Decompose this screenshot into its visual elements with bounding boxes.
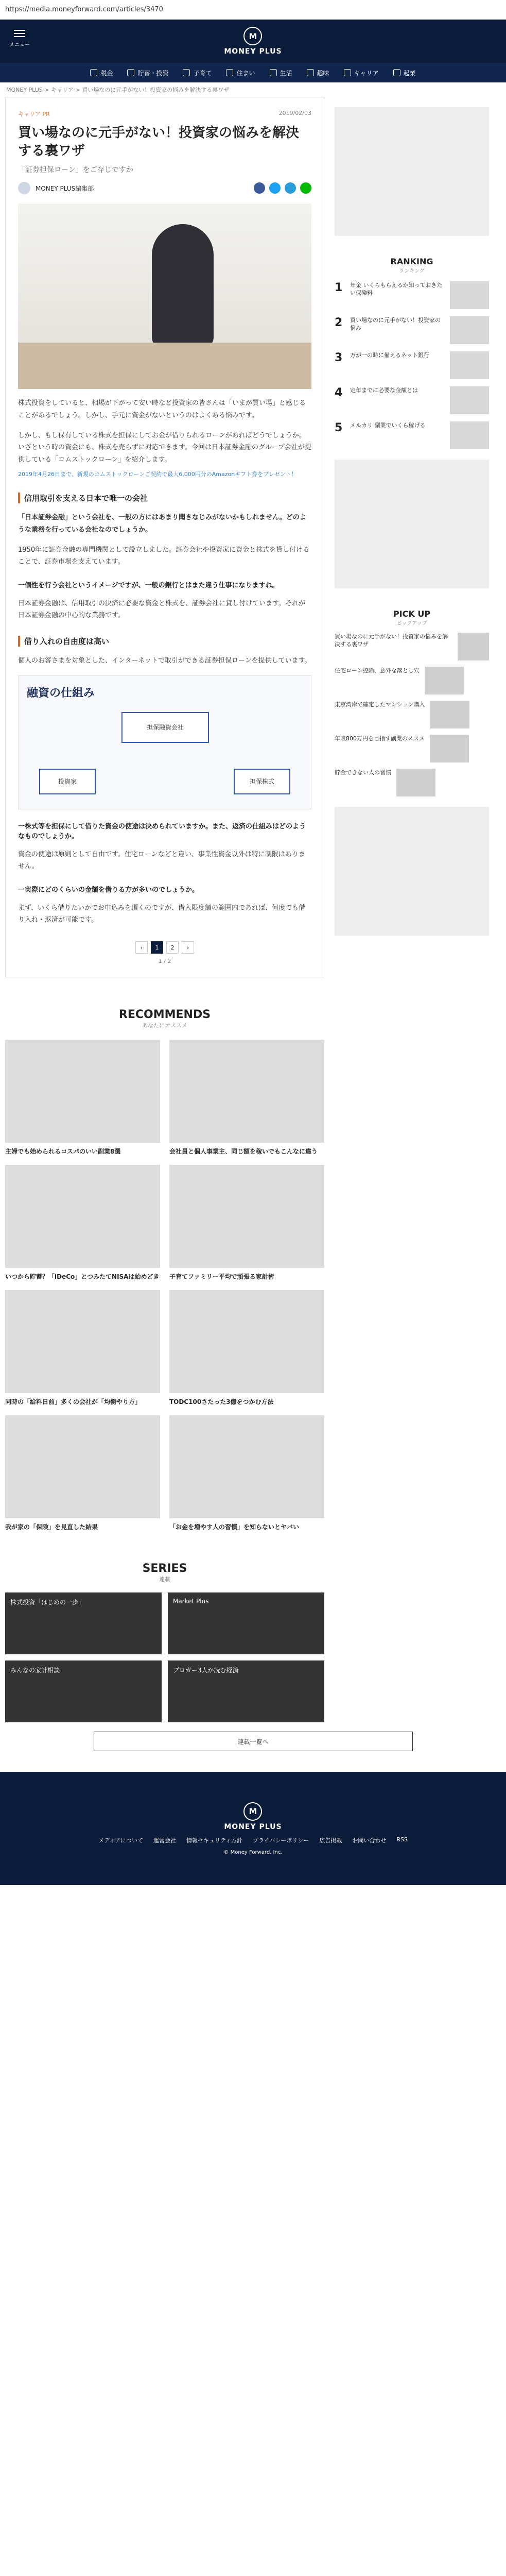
series-card[interactable] [5, 1592, 162, 1654]
series-more-label: 連載一覧へ [237, 1738, 269, 1745]
baby-icon [183, 69, 190, 76]
paragraph-strong: 「日本証券金融」という会社を、一般の方にはあまり聞きなじみがないかもしれません。どのような業務を行っている会社なのでしょうか。 [18, 514, 306, 534]
paragraph: 個人のお客さまを対象とした、インターネットで取引ができる証券担保ローンを提供しています。 [18, 657, 311, 665]
thumbnail [430, 701, 469, 728]
pickup-item[interactable] [335, 701, 489, 728]
pickup-item[interactable] [335, 667, 489, 694]
cart-icon [270, 69, 277, 76]
article-card [5, 97, 324, 977]
recommends-section [0, 1008, 506, 1531]
nav-label: 子育て [193, 69, 212, 77]
rank-title: 万が一の時に備えるネット銀行 [350, 352, 429, 359]
nav-item-startup[interactable] [393, 69, 416, 77]
category-nav [0, 63, 506, 82]
ad-slot[interactable] [335, 807, 489, 936]
nav-label: 貯蓄・投資 [137, 69, 169, 77]
publish-date: 2019/02/03 [278, 110, 311, 116]
ad-slot[interactable] [335, 107, 489, 236]
thumbnail [458, 633, 489, 660]
nav-label: 趣味 [317, 69, 329, 77]
author-bar [18, 182, 311, 194]
pickup-heading [335, 609, 489, 626]
diagram-title: 融資の仕組み [27, 686, 95, 700]
ad-slot[interactable] [335, 460, 489, 588]
nav-item-career[interactable] [344, 69, 379, 77]
thumbnail [169, 1415, 324, 1518]
diagram-right [234, 769, 290, 794]
series-card[interactable] [168, 1660, 324, 1722]
series-card[interactable] [5, 1660, 162, 1722]
pickup-title: 年収800万円を目指す副業のススメ [335, 735, 425, 742]
menu-label: メニュー [9, 42, 30, 48]
logo-icon: M [243, 27, 262, 45]
paragraph: 日本証券金融は、信用取引の決済に必要な資金と株式を、証券会社に貸し付けています。それが日本証券金融の中心的な業務です。 [18, 599, 305, 620]
section-heading: 借り入れの自由度は高い [18, 636, 311, 647]
diagram-left-label: 投資家 [58, 778, 77, 786]
pickup-title: PICK UP [393, 609, 431, 619]
share-buttons [254, 182, 311, 194]
diagram-center-label: 担保融資会社 [146, 724, 184, 732]
building-icon [393, 69, 400, 76]
ranking-item[interactable] [335, 421, 489, 449]
nav-item-hobby[interactable] [307, 69, 329, 77]
copyright: © Money Forward, Inc. [223, 1849, 283, 1855]
rank-number: 4 [335, 386, 343, 399]
breadcrumb-text: MONEY PLUS > キャリア > 買い場なのに元手がない！投資家の悩みを解決する裏ワザ [6, 87, 230, 93]
footer-link[interactable]: メディアについて [98, 1837, 143, 1844]
thumbnail [5, 1415, 160, 1518]
star-icon [307, 69, 314, 76]
ranking-heading [335, 257, 489, 274]
author[interactable] [18, 182, 94, 194]
page-1[interactable]: 1 [151, 941, 163, 954]
footer-link[interactable]: プライバシーポリシー [252, 1837, 309, 1844]
paragraph: しかし、もし保有している株式を担保にしてお金が借りられるローンがあればどうでしょうか。いざという時の資金にも、株式を売らずに対応できます。今回は日本証券金融のグループ会社が提供している「コムストックローン」を紹介します。 [18, 431, 311, 464]
series-label: 株式投資「はじめの一歩」 [10, 1599, 85, 1606]
footer-link[interactable]: お問い合わせ [352, 1837, 387, 1844]
hamburger-icon [14, 30, 25, 37]
ranking-item[interactable] [335, 316, 489, 344]
recommend-card[interactable] [169, 1290, 324, 1406]
recommends-sub: あなたにオススメ [142, 1022, 187, 1029]
page-info: 1 / 2 [158, 958, 171, 965]
ranking-item[interactable] [335, 351, 489, 379]
footer-link[interactable]: 情報セキュリティ方針 [186, 1837, 242, 1844]
briefcase-icon [344, 69, 351, 76]
diagram-left [39, 769, 96, 794]
pagination [18, 941, 311, 954]
recommend-card[interactable] [169, 1040, 324, 1156]
loan-diagram [18, 675, 311, 809]
series-more-button[interactable] [94, 1732, 413, 1751]
nav-item-life[interactable] [270, 69, 292, 77]
hatena-icon[interactable] [285, 182, 296, 194]
series-label: ブロガー3人が読む経済 [173, 1667, 239, 1674]
rank-number: 3 [335, 351, 343, 364]
article-meta [18, 110, 311, 118]
recommend-card[interactable] [169, 1165, 324, 1281]
coin-icon [127, 69, 134, 76]
pickup-title: 貯金できない人の習慣 [335, 769, 391, 776]
paragraph: 株式投資をしていると、相場が下がって安い時など投資家の皆さんは「いまが買い場」と感じることがあるでしょう。しかし、手元に資金がないというのはよくある悩みです。 [18, 399, 306, 419]
thumbnail [169, 1290, 324, 1393]
thumbnail [5, 1290, 160, 1393]
thumbnail [5, 1040, 160, 1143]
pickup-title: 買い場なのに元手がない！投資家の悩みを解決する裏ワザ [335, 633, 448, 648]
category-label[interactable]: キャリア PR [18, 111, 50, 117]
pickup-item[interactable] [335, 735, 489, 762]
next-page[interactable]: › [182, 941, 194, 954]
thumbnail [450, 421, 489, 449]
nav-item-child[interactable] [183, 69, 212, 77]
rank-title: 定年までに必要な金額とは [350, 387, 418, 394]
thumbnail [169, 1040, 324, 1143]
thumbnail [425, 667, 464, 694]
breadcrumb [0, 82, 506, 97]
recommend-title: 同時の「給料日前」多くの会社が「均衡やり方」 [5, 1398, 142, 1406]
question-heading: 一株式等を担保にして借りた資金の使途は決められていますか。また、返済の仕組みはどのようなものでしょうか。 [18, 822, 306, 840]
series-label: みんなの家計相談 [10, 1667, 60, 1674]
ranking-item[interactable] [335, 281, 489, 309]
thumbnail [450, 351, 489, 379]
recommend-title: 我が家の「保険」を見直した結果 [5, 1523, 98, 1531]
calculator-icon [90, 69, 97, 76]
avatar [18, 182, 30, 194]
rank-number: 1 [335, 281, 343, 294]
page-2[interactable]: 2 [166, 941, 179, 954]
pickup-title: 東京湾岸で確定したマンション購入 [335, 701, 425, 708]
twitter-icon[interactable] [269, 182, 281, 194]
url-text: https://media.moneyforward.com/articles/3470 [5, 6, 163, 13]
footer-brand: MONEY PLUS [224, 1822, 282, 1831]
nav-label: 起業 [403, 69, 416, 77]
series-sub: 連載 [159, 1576, 170, 1583]
site-header [0, 20, 506, 63]
rank-title: メルカリ 副業でいくら稼げる [350, 422, 426, 429]
nav-item-tax[interactable] [90, 69, 113, 77]
section-heading: 信用取引を支える日本で唯一の会社 [18, 493, 311, 503]
menu-button[interactable] [9, 30, 30, 48]
pickup-title: 住宅ローン控除、意外な落とし穴 [335, 667, 420, 674]
thumbnail [430, 735, 469, 762]
rank-title: 年金 いくらもらえるか知っておきたい保険料 [350, 282, 443, 297]
series-card[interactable] [168, 1592, 324, 1654]
question-heading: 一個性を行う会社というイメージですが、一般の銀行とはまた違う仕事になりますね。 [18, 581, 279, 589]
businessman-figure [152, 224, 214, 348]
thumbnail [396, 769, 435, 796]
site-footer [0, 1772, 506, 1885]
url-bar [0, 0, 506, 20]
footer-logo[interactable] [224, 1802, 282, 1831]
footer-links [98, 1836, 408, 1844]
facebook-icon[interactable] [254, 182, 265, 194]
paragraph: 1950年に証券金融の専門機関として設立しました。証券会社や投資家に資金と株式を貸し付けることで、証券市場を支えています。 [18, 546, 310, 566]
series-label: Market Plus [173, 1598, 209, 1605]
thumbnail [5, 1165, 160, 1268]
brand-name: MONEY PLUS [224, 47, 282, 56]
recommend-card[interactable] [5, 1290, 160, 1406]
brand-logo[interactable] [224, 27, 282, 56]
pickup-item[interactable] [335, 633, 489, 660]
article-title: 買い場なのに元手がない！投資家の悩みを解決する裏ワザ [18, 125, 300, 159]
line-icon[interactable] [300, 182, 311, 194]
diagram-center [121, 712, 209, 743]
series-title: SERIES [142, 1562, 187, 1575]
hero-image [18, 204, 311, 389]
recommend-title: 会社員と個人事業主、同じ額を稼いでもこんなに違う [169, 1148, 318, 1156]
author-name: MONEY PLUS編集部 [36, 184, 94, 192]
logo-icon: M [243, 1802, 262, 1821]
footer-link[interactable]: RSS [396, 1836, 408, 1843]
ranking-sub: ランキング [399, 268, 425, 274]
nav-label: 生活 [280, 69, 292, 77]
sidebar [335, 97, 489, 977]
nav-label: キャリア [354, 69, 379, 77]
series-section [0, 1562, 506, 1751]
recommend-card[interactable] [5, 1165, 160, 1281]
desk-shape [18, 343, 311, 389]
recommend-title: 子育てファミリー平均で頑張る家計術 [169, 1273, 274, 1281]
recommend-title: TODC100さたった3億をつかむ方法 [169, 1398, 274, 1406]
ranking-title: RANKING [390, 257, 433, 266]
rank-title: 買い場なのに元手がない！投資家の悩み [350, 317, 441, 332]
footer-link[interactable]: 運営会社 [153, 1837, 176, 1844]
nav-item-house[interactable] [226, 69, 255, 77]
recommend-card[interactable] [5, 1040, 160, 1156]
thumbnail [450, 316, 489, 344]
recommend-title: いつから貯蓄？「iDeCo」とつみたてNISAは始めどき [5, 1273, 160, 1281]
rank-number: 5 [335, 421, 343, 434]
ranking-item[interactable] [335, 386, 489, 414]
recommend-card[interactable] [5, 1415, 160, 1531]
nav-label: 税金 [100, 69, 113, 77]
paragraph: 資金の使途は原則として自由です。住宅ローンなどと違い、事業性資金以外は特に制限はありません。 [18, 850, 305, 871]
thumbnail [169, 1165, 324, 1268]
house-icon [226, 69, 233, 76]
pickup-item[interactable] [335, 769, 489, 796]
thumbnail [450, 281, 489, 309]
recommend-card[interactable] [169, 1415, 324, 1531]
rank-number: 2 [335, 316, 343, 329]
question-heading: 一実際にどのくらいの金額を借りる方が多いのでしょうか。 [18, 886, 199, 894]
recommend-title: 「お金を増やす人の習慣」を知らないとヤバい [169, 1523, 300, 1531]
footer-link[interactable]: 広告掲載 [319, 1837, 342, 1844]
nav-label: 住まい [236, 69, 255, 77]
recommend-title: 主婦でも始められるコスパのいい副業8選 [5, 1148, 121, 1156]
article-subtitle: 「証券担保ローン」をご存じですか [18, 166, 133, 175]
nav-item-invest[interactable] [127, 69, 168, 77]
campaign-link[interactable]: 2019年4月26日まで、新規のコムストックローンご契約で最大6,000円分のAmazonギフト券をプレゼント！ [18, 471, 297, 478]
thumbnail [450, 386, 489, 414]
paragraph: まず、いくら借りたいかでお申込みを頂くのですが、借入限度額の範囲内であれば、何度でも借り入れ・返済が可能です。 [18, 904, 305, 924]
recommends-title: RECOMMENDS [118, 1008, 211, 1022]
prev-page[interactable]: ‹ [135, 941, 148, 954]
diagram-right-label: 担保株式 [249, 778, 274, 786]
pickup-sub: ピックアップ [396, 621, 427, 626]
